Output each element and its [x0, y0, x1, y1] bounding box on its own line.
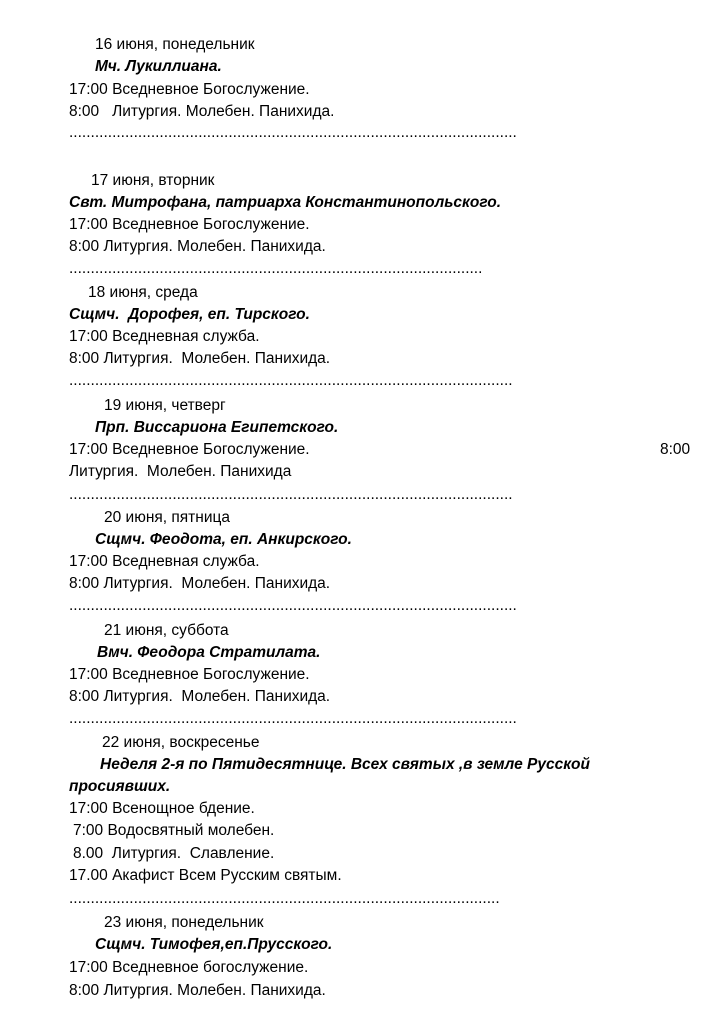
service-line: 7:00 Водосвятный молебен.: [73, 822, 275, 839]
saint-title: Сщмч. Тимофея,еп.Прусского.: [95, 936, 333, 953]
service-line: 17:00 Всенощное бдение.: [69, 800, 255, 817]
service-line: 8:00 Литургия. Молебен. Панихида.: [69, 238, 326, 255]
date-line: 16 июня, понедельник: [95, 36, 255, 53]
separator-dots: ........................................................................................................: [69, 597, 517, 614]
service-line: 8:00 Литургия. Молебен. Панихида.: [69, 982, 326, 999]
date-line: 17 июня, вторник: [91, 172, 215, 189]
date-line: 20 июня, пятница: [104, 509, 230, 526]
service-line: 17:00 Вседневное Богослужение.: [69, 666, 310, 683]
date-line: 21 июня, суббота: [104, 622, 229, 639]
separator-dots: ........................................................................................................: [69, 124, 517, 141]
saint-title: Вмч. Феодора Стратилата.: [97, 644, 321, 661]
service-line: 17.00 Акафист Всем Русским святым.: [69, 867, 342, 884]
service-line: Литургия. Молебен. Панихида: [69, 463, 292, 480]
service-line: 8:00 Литургия. Молебен. Панихида.: [69, 688, 331, 705]
saint-title: Сщмч. Феодота, еп. Анкирского.: [95, 531, 352, 548]
saint-title: Мч. Лукиллиана.: [95, 58, 222, 75]
saint-title-continued: просиявших.: [69, 778, 171, 795]
date-line: 22 июня, воскресенье: [102, 734, 260, 751]
service-line: 8:00 Литургия. Молебен. Панихида.: [69, 103, 335, 120]
saint-title: Неделя 2-я по Пятидесятнице. Всех святых ,в земле Русской: [100, 756, 590, 773]
service-line: 8:00 Литургия. Молебен. Панихида.: [69, 350, 331, 367]
service-time: 8:00: [660, 441, 691, 458]
service-line: 8.00 Литургия. Славление.: [73, 845, 275, 862]
service-line: 8:00 Литургия. Молебен. Панихида.: [69, 575, 331, 592]
saint-title: Прп. Виссариона Египетского.: [95, 419, 339, 436]
saint-title: Сщмч. Дорофея, еп. Тирского.: [69, 306, 310, 323]
date-line: 23 июня, понедельник: [104, 914, 264, 931]
separator-dots: ....................................................................................................: [69, 890, 500, 907]
separator-dots: .......................................................................................................: [69, 372, 513, 389]
service-line: 17:00 Вседневное Богослужение.: [69, 441, 310, 458]
separator-dots: ........................................................................................................: [69, 710, 517, 727]
service-line: 17:00 Вседневная служба.: [69, 328, 260, 345]
date-line: 18 июня, среда: [88, 284, 198, 301]
service-line: 17:00 Вседневная служба.: [69, 553, 260, 570]
saint-title: Свт. Митрофана, патриарха Константинопольского.: [69, 194, 502, 211]
date-line: 19 июня, четверг: [104, 397, 226, 414]
service-line: 17:00 Вседневное Богослужение.: [69, 81, 310, 98]
service-line: 17:00 Вседневное Богослужение.: [69, 216, 310, 233]
separator-dots: ................................................................................................: [69, 260, 483, 277]
separator-dots: .......................................................................................................: [69, 486, 513, 503]
service-line: 17:00 Вседневное богослужение.: [69, 959, 309, 976]
